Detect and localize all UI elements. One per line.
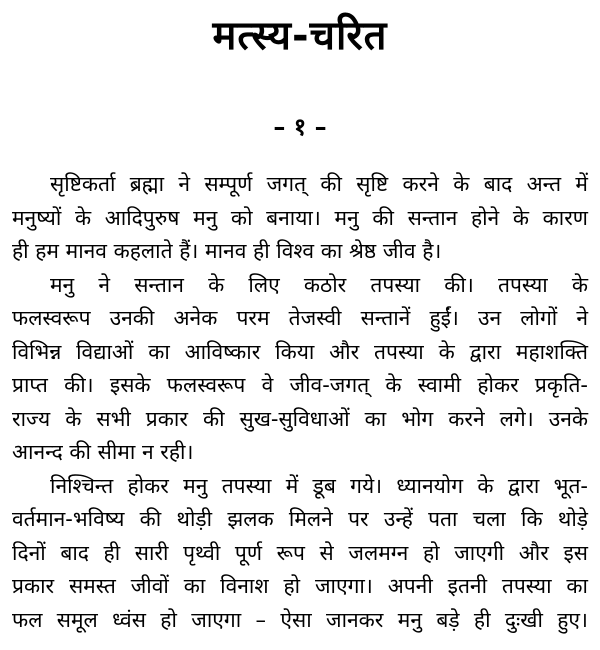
text-line: निश्चिन्त होकर मनु तपस्या में डूब गये। ध्यानयोग के द्वारा भूत- — [50, 473, 588, 498]
text-line: फल समूल ध्वंस हो जाएगा – ऐसा जानकर मनु बड़े ही दुःखी हुए। — [12, 607, 588, 632]
paragraph-3 — [12, 470, 588, 638]
text-line: मनुष्यों के आदिपुरुष मनु को बनाया। मनु की सन्तान होने के कारण — [12, 205, 588, 230]
text-line: आनन्द की सीमा न रही। — [12, 440, 194, 464]
text-line: दिनों बाद ही सारी पृथ्वी पूर्ण रूप से जलमग्न हो जाएगी और इस — [12, 540, 588, 565]
paragraph-1 — [12, 168, 588, 269]
body-text — [12, 168, 588, 637]
text-line: प्रकार समस्त जीवों का विनाश हो जाएगा। अपनी इतनी तपस्या का — [12, 574, 588, 598]
text-line: राज्य के सभी प्रकार की सुख-सुविधाओं का भोग करने लगे। उनके — [12, 406, 588, 431]
text-line: मनु ने सन्तान के लिए कठोर तपस्या की। तपस्या के — [50, 272, 588, 297]
text-line: प्राप्त की। इसके फलस्वरूप वे जीव-जगत् के स्वामी होकर प्रकृति- — [12, 373, 588, 397]
paragraph-2 — [12, 269, 588, 470]
text-line: सृष्टिकर्ता ब्रह्मा ने सम्पूर्ण जगत् की सृष्टि करने के बाद अन्त में — [50, 172, 588, 196]
text-line: फलस्वरूप उनकी अनेक परम तेजस्वी सन्तानें हुईं। उन लोगों ने — [12, 306, 588, 330]
page-title: मत्स्य-चरित — [212, 13, 388, 59]
text-line: ही हम मानव कहलाते हैं। मानव ही विश्व का श्रेष्ठ जीव है। — [12, 239, 442, 263]
text-line: विभिन्न विद्याओं का आविष्कार किया और तपस्या के द्वारा महाशक्ति — [12, 339, 588, 364]
chapter-number: – १ – — [273, 113, 327, 141]
text-line: वर्तमान-भविष्य की थोड़ी झलक मिलने पर उन्हें पता चला कि थोड़े — [12, 507, 588, 531]
